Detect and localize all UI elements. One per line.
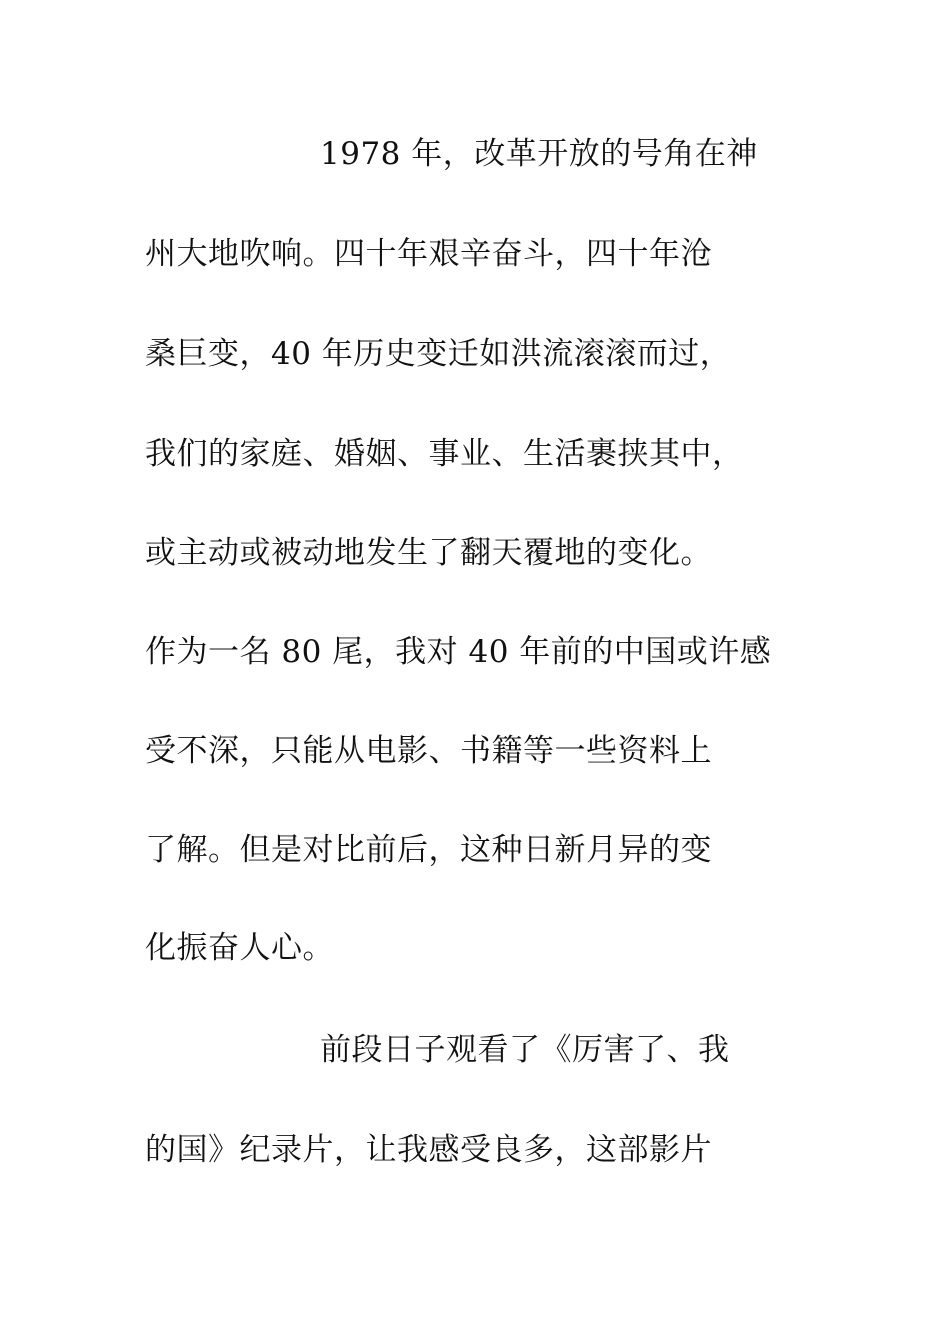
paragraph-1-line-3: 桑巨变，40 年历史变迁如洪流滚滚而过， [145,336,732,372]
paragraph-1-line-9: 化振奋人心。 [145,930,334,966]
paragraph-1-line-1: 1978 年，改革开放的号角在神 [320,136,758,172]
paragraph-1-line-8: 了解。但是对比前后，这种日新月异的变 [145,832,712,868]
paragraph-1-line-6: 作为一名 80 尾，我对 40 年前的中国或许感 [145,634,772,670]
paragraph-1-line-4: 我们的家庭、婚姻、事业、生活裹挟其中， [145,436,744,472]
paragraph-2-line-2: 的国》纪录片，让我感受良多，这部影片 [145,1132,712,1168]
paragraph-1-line-5: 或主动或被动地发生了翻天覆地的变化。 [145,535,712,571]
paragraph-2-line-1: 前段日子观看了《厉害了、我 [320,1032,730,1068]
paragraph-1-line-7: 受不深，只能从电影、书籍等一些资料上 [145,733,712,769]
paragraph-1-line-2: 州大地吹响。四十年艰辛奋斗，四十年沧 [145,236,712,272]
